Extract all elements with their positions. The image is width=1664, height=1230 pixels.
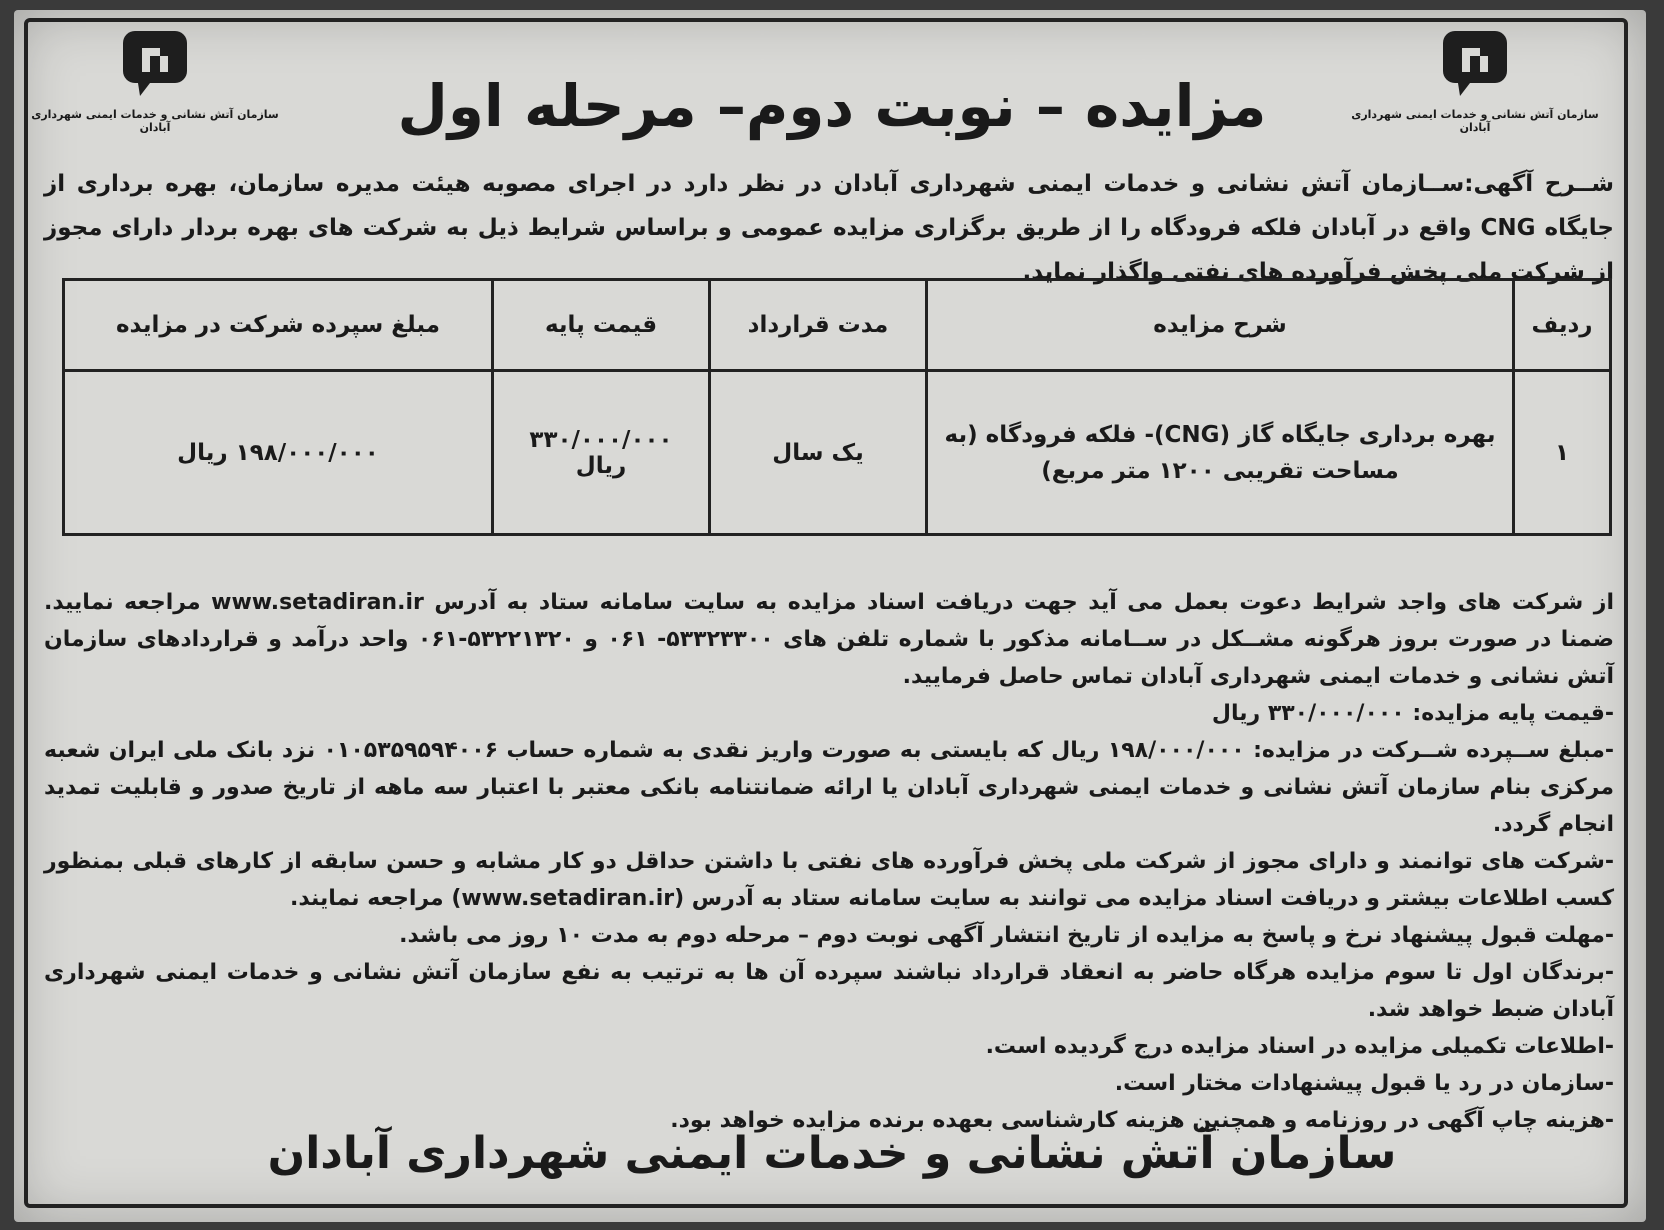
- paragraph-extra-info: -اطلاعات تکمیلی مزایده در اسناد مزایده درج گردیده است.: [985, 1034, 1614, 1059]
- footer-org-name: سازمان آتش نشانی و خدمات ایمنی شهرداری آبادان: [267, 1128, 1397, 1179]
- paragraph-eligibility: -شرکت های توانمند و دارای مجوز از شرکت ملی پخش فرآورده های نفتی با داشتن حداقل دو کار مشابه و حسن سابقه از کارهای قبلی بمنظور کسب اطلاعات بیشتر و دریافت اسناد مزایده می توانند به سایت سامانه ستاد به آدرس (www.setadiran.ir) مراجعه نمایند.: [44, 849, 1614, 911]
- paragraph-base-price: -قیمت پایه مزایده: ۳۳۰/۰۰۰/۰۰۰ ریال: [1211, 701, 1614, 726]
- header-description: شرح مزایده: [927, 280, 1514, 371]
- intro-paragraph: شــرح آگهی:ســازمان آتش نشانی و خدمات ایمنی شهرداری آبادان در نظر دارد در اجرای مصوبه هیئت مدیره سازمان، بهره برداری از جایگاه CNG واقع در آبادان فلکه فرودگاه را از طریق برگزاری مزایده عمومی و براساس شرایط ذیل به شرکت های بهره بردار دارای مجوز از شرکت ملی پخش فرآورده های نفتی واگذار نماید.: [44, 171, 1614, 285]
- header-duration: مدت قرارداد: [710, 280, 927, 371]
- cell-description: بهره برداری جایگاه گاز (CNG)- فلکه فرودگاه (به مساحت تقریبی ۱۲۰۰ متر مربع): [927, 371, 1514, 535]
- cell-deposit: ۱۹۸/۰۰۰/۰۰۰ ریال: [64, 371, 493, 535]
- cell-base-price: ۳۳۰/۰۰۰/۰۰۰ ریال: [493, 371, 710, 535]
- paragraph-deposit: -مبلغ ســپرده شــرکت در مزایده: ۱۹۸/۰۰۰/۰۰۰ ریال که بایستی به صورت واریز نقدی به شماره حساب ۰۱۰۵۳۵۹۵۹۴۰۰۶ نزد بانک ملی ایران شعبه مرکزی بنام سازمان آتش نشانی و خدمات ایمنی شهرداری آبادان یا ارائه ضمانتنامه بانکی معتبر با اعتبار سه ماهه از تاریخ صدور و قابلیت تمدید انجام گردد.: [44, 738, 1614, 837]
- cell-duration: یک سال: [710, 371, 927, 535]
- page-title: مزایده – نوبت دوم– مرحله اول: [397, 72, 1267, 140]
- paragraph-deadline: -مهلت قبول پیشنهاد نرخ و پاسخ به مزایده از تاریخ انتشار آگهی نوبت دوم – مرحله دوم به مدت ۱۰ روز می باشد.: [399, 923, 1614, 948]
- org-caption-right: سازمان آتش نشانی و خدمات ایمنی شهرداری آبادان: [1351, 108, 1599, 134]
- header-row-number: ردیف: [1514, 280, 1611, 371]
- paragraph-invitation: از شرکت های واجد شرایط دعوت بعمل می آید جهت دریافت اسناد مزایده به سایت سامانه ستاد به آدرس www.setadiran.ir مراجعه نمایید. ضمنا در صورت بروز هرگونه مشــکل در ســامانه مذکور با شماره تلفن های ۵۳۳۲۳۳۰۰- ۰۶۱ و ۵۳۲۲۱۳۲۰-۰۶۱ واحد درآمد و قراردادهای سازمان آتش نشانی و خدمات ایمنی شهرداری آبادان تماس حاصل فرمایید.: [44, 590, 1615, 689]
- auction-table: [62, 278, 1612, 536]
- header-deposit: مبلغ سپرده شرکت در مزایده: [64, 280, 493, 371]
- org-caption-left: سازمان آتش نشانی و خدمات ایمنی شهرداری آبادان: [31, 108, 279, 134]
- paragraph-winners: -برندگان اول تا سوم مزایده هرگاه حاضر به انعقاد قرارداد نباشند سپرده آن ها به ترتیب به نفع سازمان آتش نشانی و خدمات ایمنی شهرداری آبادان ضبط خواهد شد.: [44, 960, 1614, 1022]
- header-base-price: قیمت پایه: [493, 280, 710, 371]
- table-header-row: [64, 280, 1611, 371]
- table-row: [64, 371, 1611, 535]
- conditions-text: [44, 584, 1614, 1139]
- cell-row-number: ۱: [1514, 371, 1611, 535]
- paragraph-costs: -هزینه چاپ آگهی در روزنامه و همچنین هزینه کارشناسی بعهده برنده مزایده خواهد بود.: [670, 1108, 1614, 1133]
- paragraph-rights: -سازمان در رد یا قبول پیشنهادات مختار است.: [1114, 1071, 1614, 1096]
